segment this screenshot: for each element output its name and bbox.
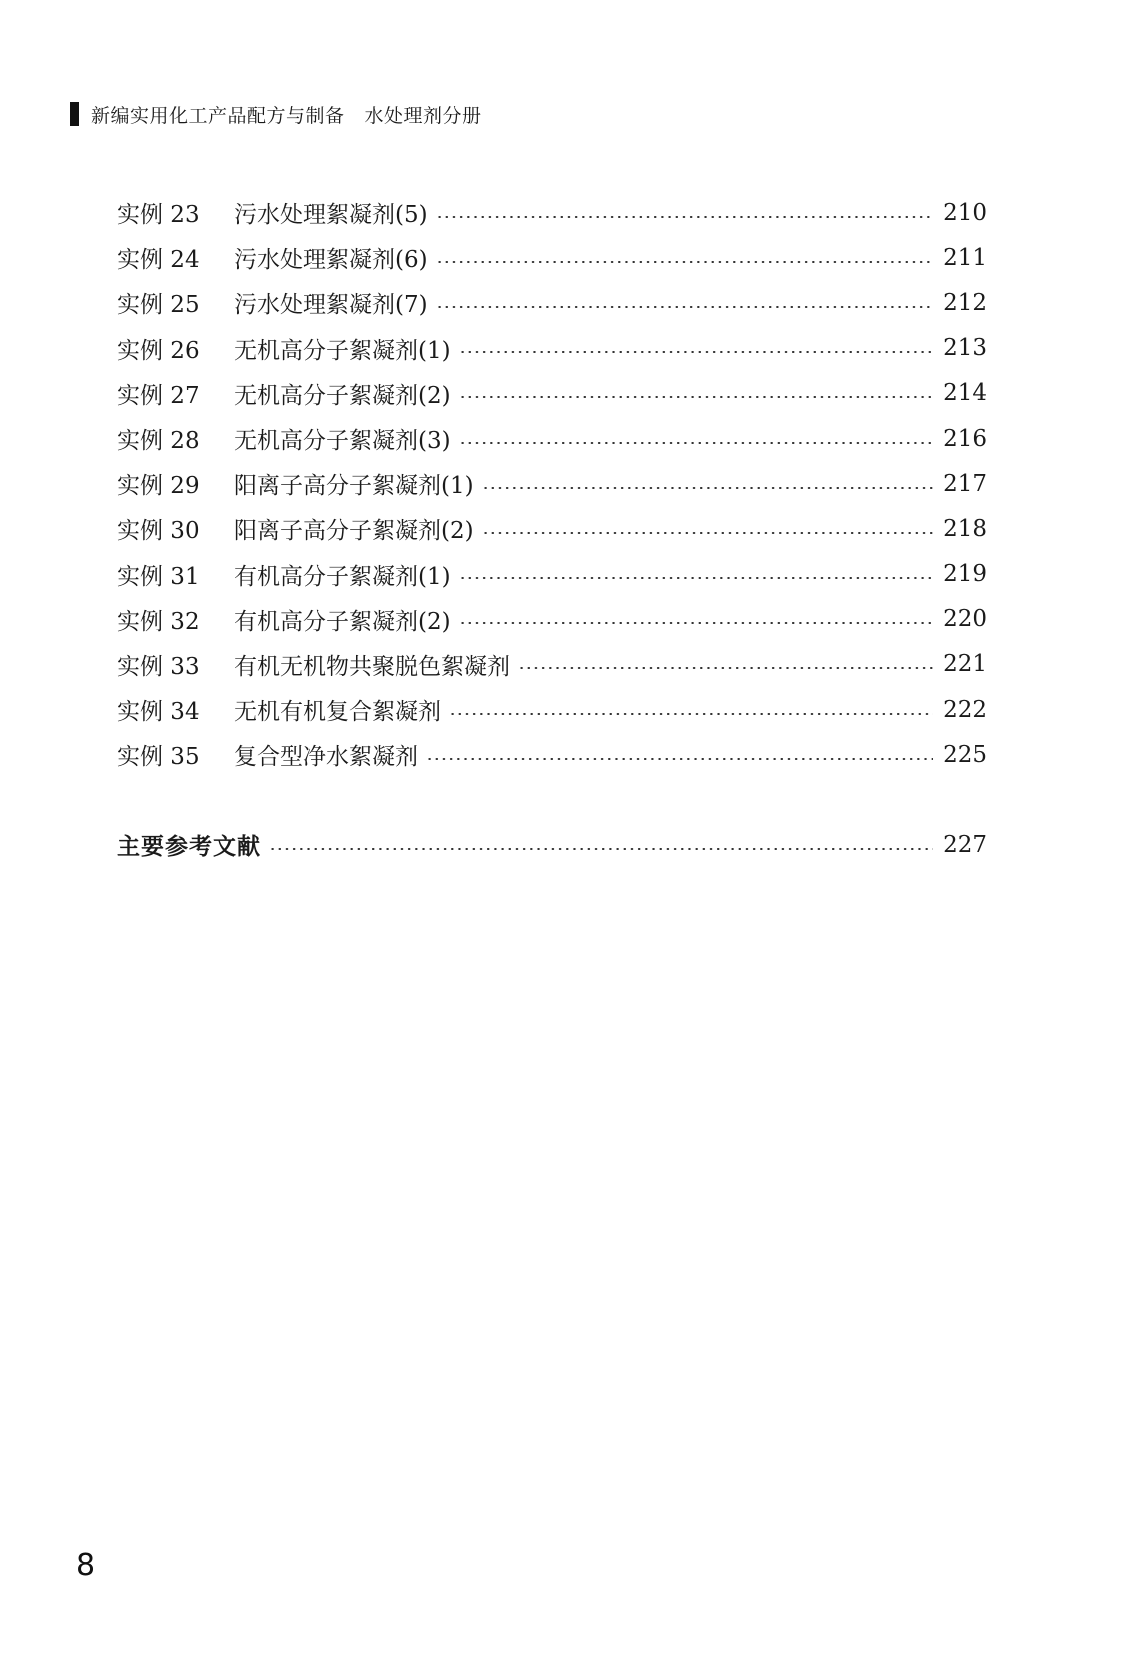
- toc-entry[interactable]: [117, 732, 987, 777]
- toc-entry-title: 阳离子高分子絮凝剂(1): [234, 473, 474, 500]
- running-head-marker: [70, 102, 79, 126]
- dot-leader: [482, 487, 933, 489]
- toc-entry-title: 无机有机复合絮凝剂: [234, 699, 441, 726]
- toc-entry-number: 实例 29: [117, 473, 200, 500]
- toc-entry-number: 实例 24: [117, 247, 200, 274]
- toc-entry[interactable]: [117, 371, 987, 416]
- toc-entry[interactable]: [117, 552, 987, 597]
- toc-entry-title: 有机高分子絮凝剂(2): [234, 608, 451, 635]
- toc-entry-title: 复合型净水絮凝剂: [234, 744, 418, 771]
- toc-entry-number: 实例 23: [117, 202, 200, 229]
- book-title: 新编实用化工产品配方与制备: [91, 104, 345, 127]
- toc-entry-page: 211: [943, 244, 987, 271]
- dot-leader: [426, 758, 933, 760]
- toc-entry-number: 实例 27: [117, 382, 200, 409]
- dot-leader: [449, 713, 933, 715]
- dot-leader: [459, 577, 933, 579]
- toc-entry-number: 实例 28: [117, 428, 200, 455]
- toc-entry-title: 阳离子高分子絮凝剂(2): [234, 518, 474, 545]
- toc-entry-page: 213: [943, 335, 987, 362]
- toc-entry-title: 污水处理絮凝剂(7): [234, 292, 428, 319]
- running-head: [70, 100, 482, 128]
- toc-entry[interactable]: [117, 506, 987, 551]
- toc-entry-title: 污水处理絮凝剂(5): [234, 202, 428, 229]
- toc-entry-number: 实例 32: [117, 608, 200, 635]
- dot-leader: [482, 532, 933, 534]
- dot-leader: [459, 351, 933, 353]
- toc-entry-number: 实例 34: [117, 699, 200, 726]
- toc-entry-page: 220: [943, 606, 987, 633]
- toc-entry-number: 实例 26: [117, 337, 200, 364]
- toc-entry-title: 无机高分子絮凝剂(3): [234, 428, 451, 455]
- toc-entry-page: 222: [943, 696, 987, 723]
- toc-entry-page: 218: [943, 515, 987, 542]
- toc-entry-number: 实例 35: [117, 744, 200, 771]
- dot-leader: [436, 261, 933, 263]
- toc-entry-title: 无机高分子絮凝剂(2): [234, 382, 451, 409]
- toc-entry[interactable]: [117, 642, 987, 687]
- references-page: 227: [943, 831, 987, 858]
- dot-leader: [459, 622, 933, 624]
- toc-entry[interactable]: [117, 235, 987, 280]
- dot-leader: [436, 216, 933, 218]
- toc-entry-title: 有机无机物共聚脱色絮凝剂: [234, 653, 510, 680]
- references-title: 主要参考文献: [117, 834, 261, 860]
- dot-leader: [269, 848, 933, 850]
- toc-entry-title: 有机高分子絮凝剂(1): [234, 563, 451, 590]
- toc-entry[interactable]: [117, 687, 987, 732]
- table-of-contents: [117, 190, 987, 777]
- toc-entry-page: 217: [943, 470, 987, 497]
- toc-entry-number: 实例 30: [117, 518, 200, 545]
- volume-title: 水处理剂分册: [364, 104, 482, 127]
- toc-entry[interactable]: [117, 326, 987, 371]
- page-number: 8: [76, 1548, 96, 1583]
- toc-entry[interactable]: [117, 416, 987, 461]
- toc-entry-page: 216: [943, 425, 987, 452]
- toc-entry-number: 实例 31: [117, 563, 200, 590]
- toc-entry-page: 221: [943, 651, 987, 678]
- dot-leader: [436, 306, 933, 308]
- toc-entry-page: 212: [943, 289, 987, 316]
- toc-entry-number: 实例 33: [117, 653, 200, 680]
- toc-entry[interactable]: [117, 597, 987, 642]
- toc-entry[interactable]: [117, 190, 987, 235]
- toc-entry-page: 210: [943, 199, 987, 226]
- toc-entry[interactable]: [117, 280, 987, 325]
- dot-leader: [459, 442, 933, 444]
- dot-leader: [518, 667, 933, 669]
- toc-entry-references[interactable]: [117, 822, 987, 867]
- toc-entry-title: 污水处理絮凝剂(6): [234, 247, 428, 274]
- toc-entry-page: 219: [943, 561, 987, 588]
- dot-leader: [459, 396, 933, 398]
- toc-entry[interactable]: [117, 461, 987, 506]
- toc-entry-title: 无机高分子絮凝剂(1): [234, 337, 451, 364]
- toc-entry-number: 实例 25: [117, 292, 200, 319]
- toc-entry-page: 225: [943, 741, 987, 768]
- toc-entry-page: 214: [943, 380, 987, 407]
